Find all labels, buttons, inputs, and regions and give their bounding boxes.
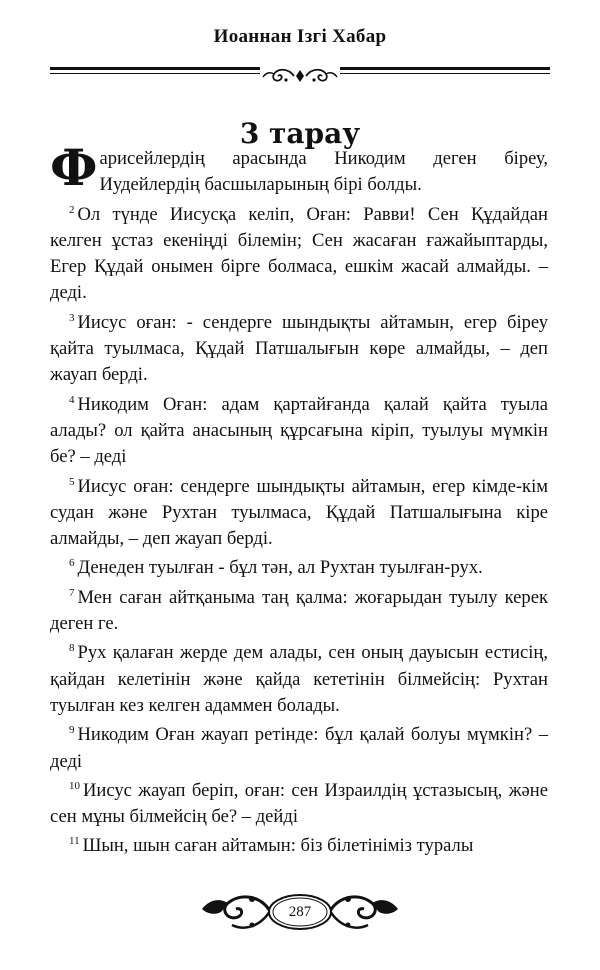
- verse-3: [50, 310, 548, 389]
- verse-text: Ол түнде Иисусқа келіп, Оған: Равви! Сен Құдайдан келген ұстаз екеніңді білемін; Сен жасаған ғажайыптарды, Егер Құдай онымен бірге болмаса, ешкім жасай алмайды. – деді.: [50, 203, 548, 304]
- verse-text: арисейлердің арасында Никодим деген біреу, Иудейлердің басшыларының бірі болды.: [99, 148, 548, 196]
- page-number: 287: [288, 904, 312, 920]
- verse-text: Мен саған айтқаныма таң қалма: жоғарыдан туылу керек деген ге.: [50, 586, 548, 635]
- verse-1: [50, 138, 548, 199]
- verse-text: Никодим Оған: адам қартайғанда қалай қайта туыла алады? ол қайта анасының құрсағына кіріп, туылуы мүмкін бе? – деді: [50, 393, 548, 468]
- verse-8: [50, 640, 548, 719]
- verse-number: 2: [69, 203, 75, 216]
- body-text: [50, 138, 548, 863]
- verse-6: [50, 555, 548, 581]
- verse-text: Денеден туылған - бұл тән, ал Рухтан туылған-рух.: [77, 557, 483, 579]
- verse-5: [50, 474, 548, 553]
- verse-text: Никодим Оған жауап ретінде: бұл қалай болуы мүмкін? – деді: [50, 724, 548, 772]
- verse-4: [50, 392, 548, 471]
- verse-text: Шын, шын саған айтамын: біз білетініміз туралы: [82, 835, 474, 857]
- verse-number: 6: [69, 557, 75, 570]
- verse-10: [50, 778, 548, 831]
- verse-number: 7: [69, 586, 75, 599]
- verse-text: Иисус оған: - сендерге шындықты айтамын, егер біреу қайта туылмаса, Құдай Патшалығын көре алмайды, – деп жауап берді.: [50, 311, 548, 386]
- verse-number: 4: [69, 393, 75, 406]
- verse-text: Иисус оған: сендерге шындықты айтамын, егер кімде-кім судан және Рухтан туылмаса, Құдай Патшалығына кіре алмайды, – деп жауап берді.: [50, 475, 548, 550]
- verse-9: [50, 722, 548, 775]
- verse-2: [50, 202, 548, 307]
- verse-number: 10: [69, 779, 80, 792]
- verse-text: Иисус жауап беріп, оған: сен Израилдің ұстазысың, және сен мұны білмейсің бе? – дейді: [50, 779, 548, 828]
- verse-7: [50, 585, 548, 638]
- drop-cap: Ф: [50, 138, 98, 197]
- verse-number: 8: [69, 642, 75, 655]
- verse-number: 11: [69, 835, 80, 848]
- header-ornament-icon: [260, 66, 340, 88]
- running-header: Иоаннан Ізгі Хабар: [213, 26, 387, 47]
- verse-number: 9: [69, 724, 75, 737]
- verse-number: 3: [69, 311, 75, 324]
- chapter-title: 3 тарау: [239, 117, 361, 150]
- verse-11: [50, 833, 548, 859]
- verse-number: 5: [69, 475, 75, 488]
- verse-text: Рух қалаған жерде дем алады, сен оның дауысын естисің, қайдан келетінін және қайда кететінін білмейсің: Рухтан туылған кез келген адаммен болады.: [50, 642, 548, 716]
